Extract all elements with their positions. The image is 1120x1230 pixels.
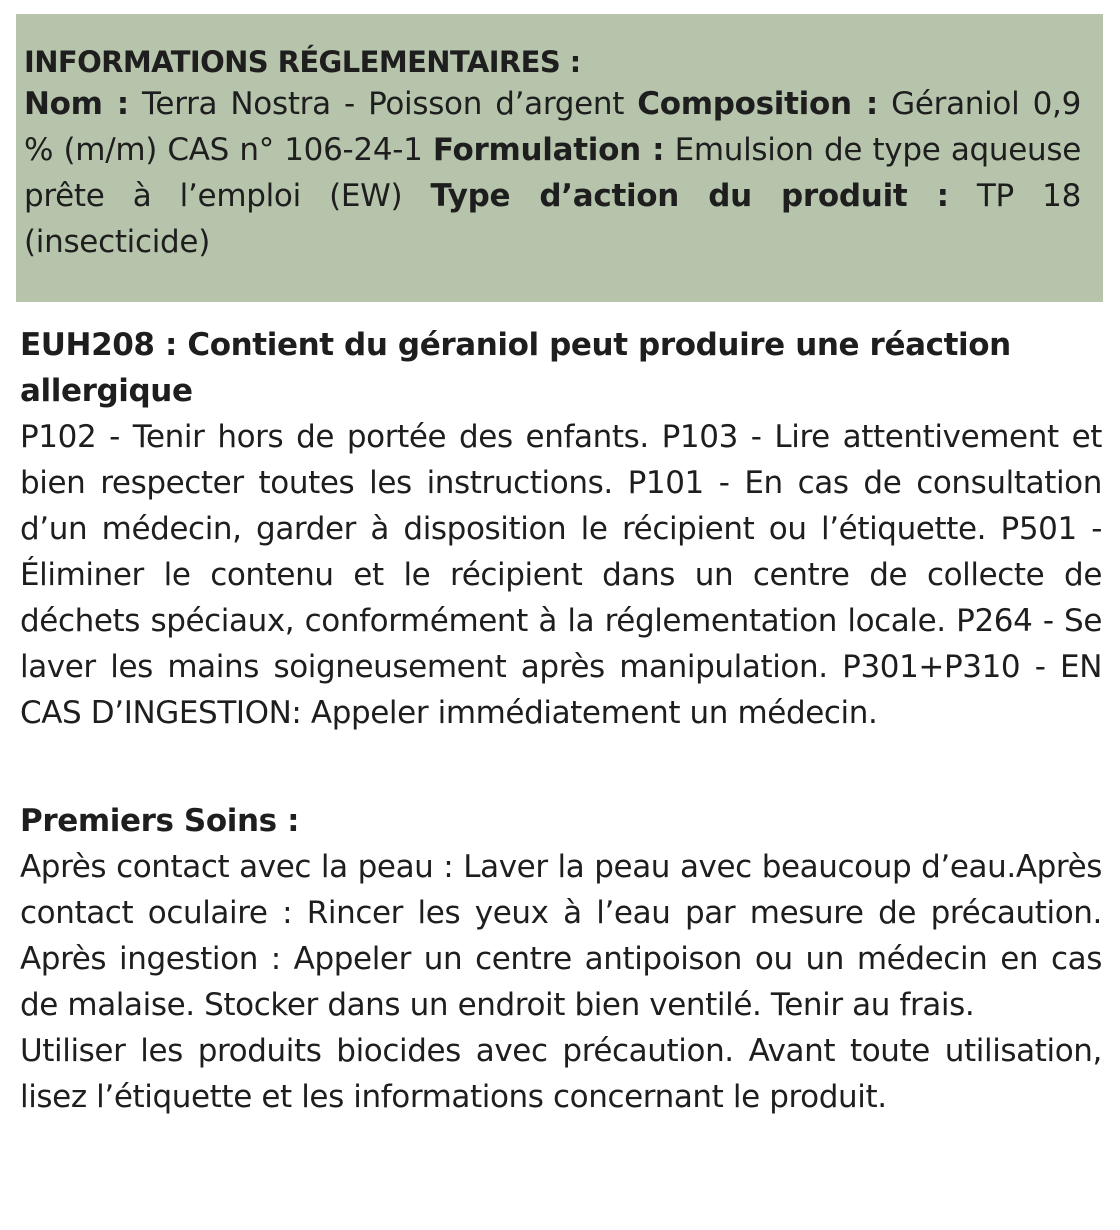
precautionary-statements: P102 - Tenir hors de portée des enfants. P103 - Lire attentivement et bien respecter toutes les instructions. P101 - En cas de consultation d’un médecin, garder à disposition le récipient ou l’étiquette. P501 - Éliminer le contenu et le récipient dans un centre de collecte de déchets spéciaux, conformément à la réglementation locale. P264 - Se laver les mains soigneusement après manipulation. P301+P310 - EN CAS D’INGESTION: Appeler immédiatement un médecin.	[20, 419, 1102, 731]
biocide-advice: Utiliser les produits biocides avec précaution. Avant toute utilisation, lisez l’étiquette et les informations concernant le produit.	[20, 1033, 1102, 1115]
composition-label: Composition :	[637, 86, 878, 122]
hazard-statement: EUH208 : Contient du géraniol peut produire une réaction allergique	[20, 327, 1011, 409]
hazard-section	[20, 322, 1102, 736]
first-aid-text: Après contact avec la peau : Laver la peau avec beaucoup d’eau.Après contact oculaire : Rincer les yeux à l’eau par mesure de précaution. Après ingestion : Appeler un centre antipoison ou un médecin en cas de malaise. Stocker dans un endroit bien ventilé. Tenir au frais.	[20, 849, 1102, 1023]
composition-value: Géraniol 0,9 % (m/m) CAS n° 106-24-1	[24, 86, 1081, 168]
action-type-value: TP 18 (insecticide)	[24, 178, 1081, 260]
name-label: Nom :	[24, 86, 129, 122]
regulatory-info-box	[16, 14, 1103, 302]
action-type-label: Type d’action du produit :	[430, 178, 949, 214]
name-value: Terra Nostra - Poisson d’argent	[128, 86, 638, 122]
first-aid-section	[20, 798, 1102, 1120]
regulatory-details	[24, 81, 1081, 265]
first-aid-title: Premiers Soins :	[20, 803, 300, 839]
formulation-label: Formulation :	[432, 132, 665, 168]
regulatory-title: INFORMATIONS RÉGLEMENTAIRES :	[24, 45, 581, 79]
formulation-value: Emulsion de type aqueuse prête à l’emploi (EW)	[24, 132, 1082, 214]
